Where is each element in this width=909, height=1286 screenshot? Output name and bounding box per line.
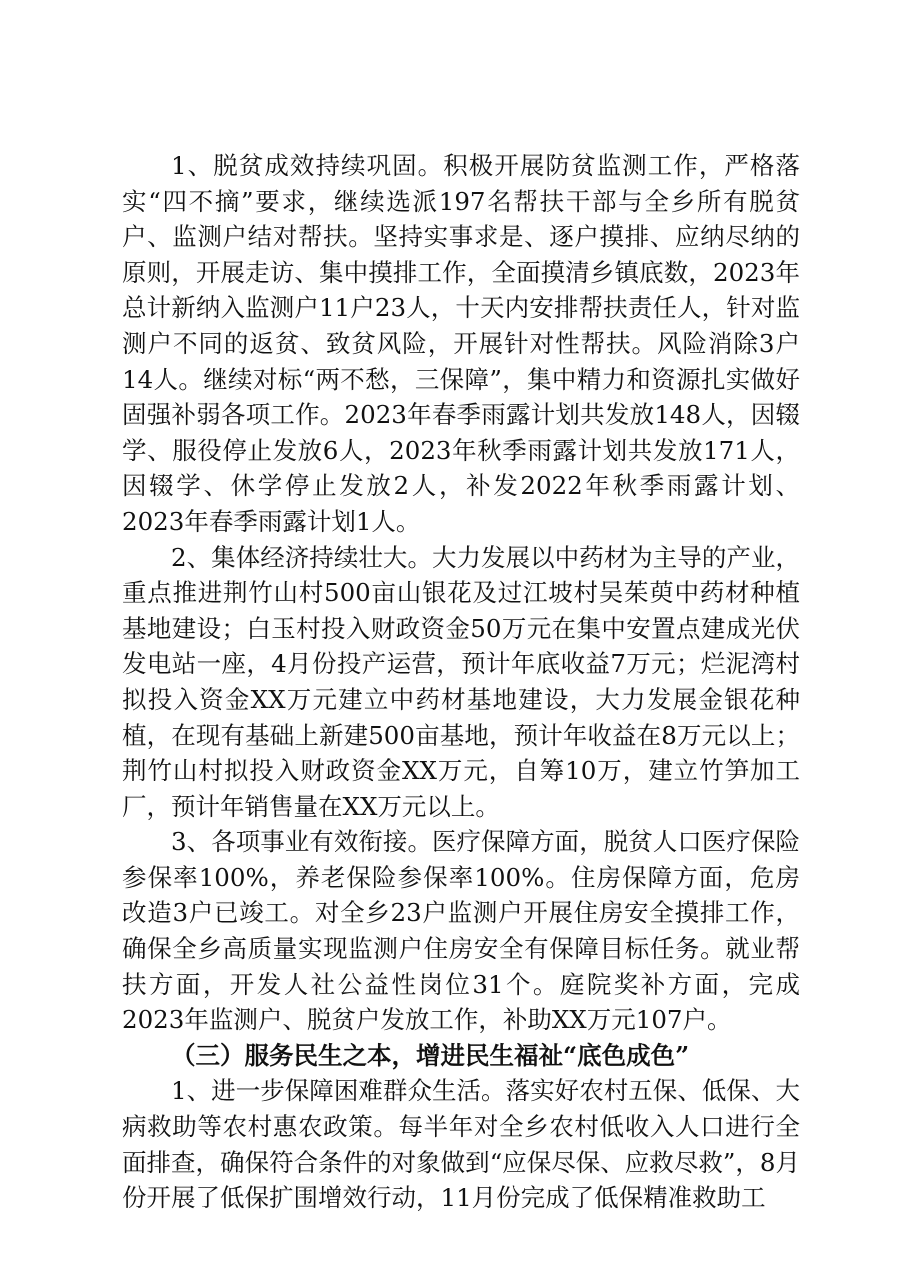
section-heading-livelihood: （三）服务民生之本，增进民生福祉“底色成色” bbox=[171, 1040, 690, 1070]
document-body bbox=[122, 148, 800, 1216]
paragraph-livelihood-guarantee: 1、进一步保障困难群众生活。落实好农村五保、低保、大病救助等农村惠农政策。每半年对全乡农村低收入人口进行全面排查，确保符合条件的对象做到“应保尽保、应救尽救”，8月份开展了低保扩围增效行动，11月份完成了低保精准救助工 bbox=[122, 1076, 800, 1213]
paragraph-poverty-results: 1、脱贫成效持续巩固。积极开展防贫监测工作，严格落实“四不摘”要求，继续选派197名帮扶干部与全乡所有脱贫户、监测户结对帮扶。坚持实事求是、逐户摸排、应纳尽纳的原则，开展走访、集中摸排工作，全面摸清乡镇底数，2023年总计新纳入监测户11户23人，十天内安排帮扶责任人，针对监测户不同的返贫、致贫风险，开展针对性帮扶。风险消除3户14人。继续对标“两不愁，三保障”，集中精力和资源扎实做好固强补弱各项工作。2023年春季雨露计划共发放148人，因辍学、服役停止发放6人，2023年秋季雨露计划共发放171人，因辍学、休学停止发放2人，补发2022年秋季雨露计划、2023年春季雨露计划1人。 bbox=[122, 151, 800, 536]
paragraph-undertakings-linkage: 3、各项事业有效衔接。医疗保障方面，脱贫人口医疗保险参保率100%，养老保险参保率100%。住房保障方面，危房改造3户已竣工。对全乡23户监测户开展住房安全摸排工作，确保全乡高质量实现监测户住房安全有保障目标任务。就业帮扶方面，开发人社公益性岗位31个。庭院奖补方面，完成2023年监测户、脱贫户发放工作，补助XX万元107户。 bbox=[122, 827, 800, 1035]
paragraph-collective-economy: 2、集体经济持续壮大。大力发展以中药材为主导的产业，重点推进荆竹山村500亩山银花及过江坡村吴茱萸中药材种植基地建设；白玉村投入财政资金50万元在集中安置点建成光伏发电站一座，4月份投产运营，预计年底收益7万元；烂泥湾村拟投入资金XX万元建立中药材基地建设，大力发展金银花种植，在现有基础上新建500亩基地，预计年收益在8万元以上；荆竹山村拟投入财政资金XX万元，自筹10万，建立竹笋加工厂，预计年销售量在XX万元以上。 bbox=[122, 542, 800, 821]
